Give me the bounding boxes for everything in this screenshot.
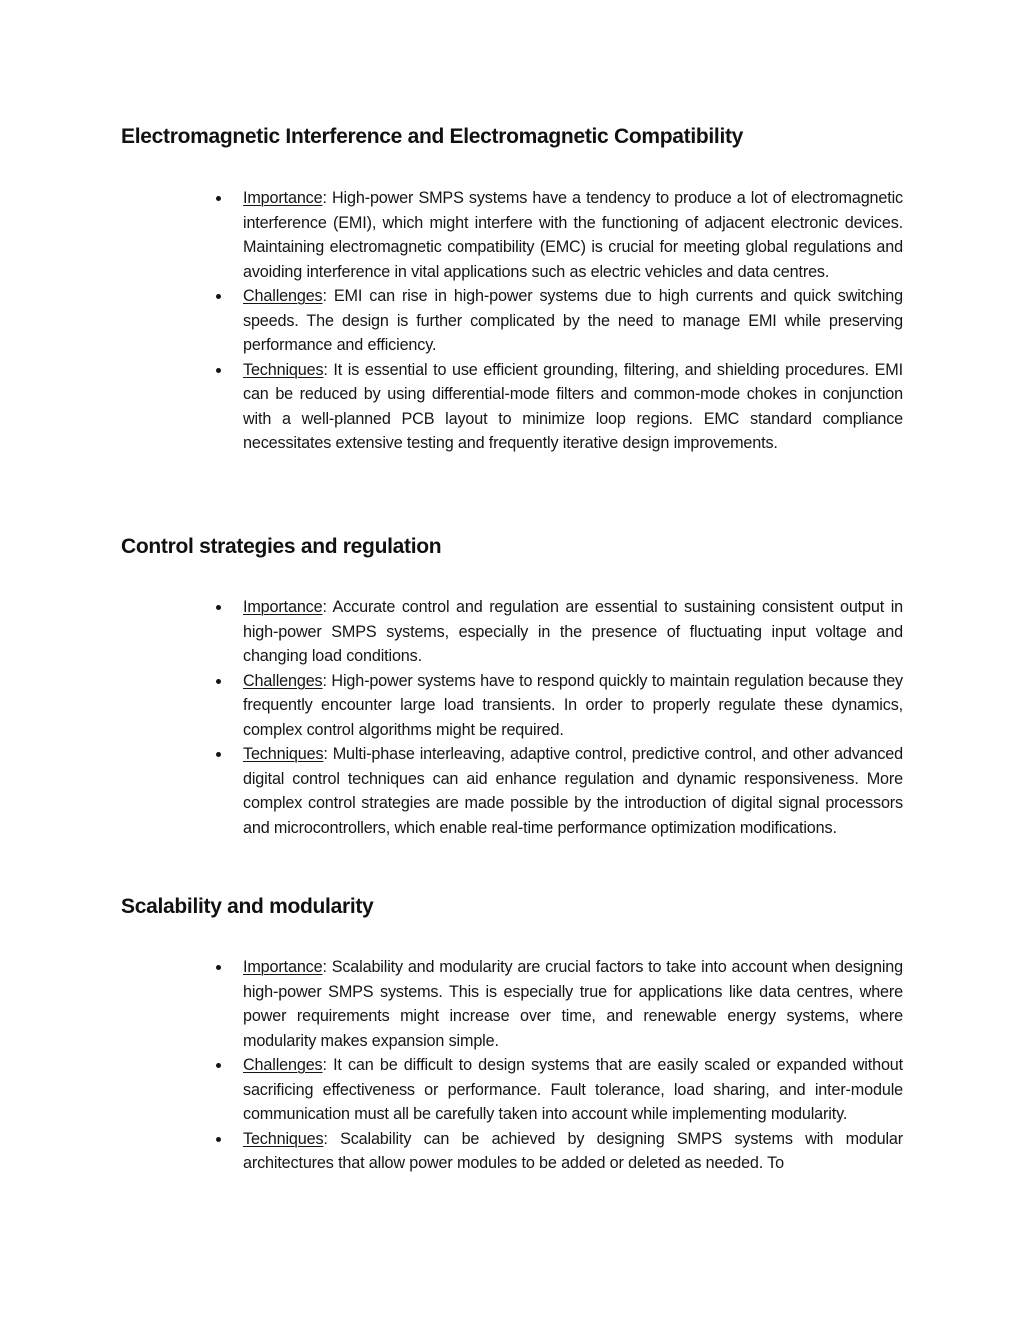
bullet-icon — [216, 196, 221, 201]
term-label: Techniques — [243, 1129, 324, 1148]
term-label: Importance — [243, 189, 323, 207]
item-text: : Scalability can be achieved by designing SMPS systems with modular architectures that allow power modules to be added or deleted as needed. To — [243, 1129, 903, 1172]
term-label: Challenges — [243, 671, 323, 690]
item-text: : It is essential to use efficient grounding, filtering, and shielding procedures. EMI can be reduced by using differential-mode filters and common-mode chokes in conjunction with a well-planned PCB layout to minimize loop regions. EMC standard compliance necessitates extensive testing and frequently iterative design improvements. — [243, 360, 903, 452]
term-label: Importance — [243, 958, 323, 976]
list-item-challenges — [243, 1053, 903, 1127]
section-heading: Control strategies and regulation — [121, 535, 442, 558]
item-text: : EMI can rise in high-power systems due to high currents and quick switching speeds. The design is further complicated by the need to manage EMI while preserving performance and efficiency. — [243, 287, 903, 354]
bullet-icon — [216, 965, 221, 970]
item-text: : High-power SMPS systems have a tendency to produce a lot of electromagnetic interference (EMI), which might interfere with the functioning of adjacent electronic devices. Maintaining electromagnetic compatibility (EMC) is crucial for meeting global regulations and avoiding interference in vital applications such as electric vehicles and data centres. — [243, 189, 903, 281]
bullet-list — [243, 595, 903, 840]
item-text: : High-power systems have to respond quickly to maintain regulation because they frequently encounter large load transients. In order to properly regulate these dynamics, complex control algorithms might be required. — [243, 671, 903, 739]
bullet-icon — [216, 368, 221, 373]
bullet-icon — [216, 1137, 221, 1142]
list-item-techniques — [243, 1127, 903, 1176]
bullet-icon — [216, 679, 221, 684]
list-item-importance — [243, 955, 903, 1053]
section-scalability-modularity — [121, 893, 903, 1172]
item-text: : It can be difficult to design systems that are easily scaled or expanded without sacrificing effectiveness or performance. Fault tolerance, load sharing, and inter-module communication must all be carefully taken into account while implementing modularity. — [243, 1056, 903, 1123]
bullet-icon — [216, 752, 221, 757]
bullet-icon — [216, 605, 221, 610]
term-label: Importance — [243, 598, 323, 616]
item-text: : Scalability and modularity are crucial factors to take into account when designing high-power SMPS systems. This is especially true for applications like data centres, where power requirements might increase over time, and renewable energy systems, where modularity makes expansion simple. — [243, 958, 903, 1050]
bullet-list — [243, 186, 903, 456]
term-label: Challenges — [243, 287, 323, 305]
list-item-challenges — [243, 669, 903, 743]
list-item-challenges — [243, 284, 903, 358]
term-label: Techniques — [243, 360, 324, 379]
bullet-icon — [216, 1063, 221, 1068]
section-heading: Electromagnetic Interference and Electromagnetic Compatibility — [121, 125, 744, 148]
list-item-techniques — [243, 358, 903, 456]
list-item-importance — [243, 186, 903, 284]
section-control-strategies — [121, 533, 903, 837]
bullet-icon — [216, 294, 221, 299]
item-text: : Accurate control and regulation are essential to sustaining consistent output in high-power SMPS systems, especially in the presence of fluctuating input voltage and changing load conditions. — [243, 598, 903, 665]
bullet-list — [243, 955, 903, 1176]
term-label: Techniques — [243, 745, 324, 763]
item-text: : Multi-phase interleaving, adaptive control, predictive control, and other advanced digital control techniques can aid enhance regulation and dynamic responsiveness. More complex control strategies are made possible by the introduction of digital signal processors and microcontrollers, which enable real-time performance optimization modifications. — [243, 745, 903, 837]
list-item-techniques — [243, 742, 903, 840]
section-emi-emc — [121, 123, 903, 452]
list-item-importance — [243, 595, 903, 669]
term-label: Challenges — [243, 1056, 323, 1074]
section-heading: Scalability and modularity — [121, 895, 374, 918]
